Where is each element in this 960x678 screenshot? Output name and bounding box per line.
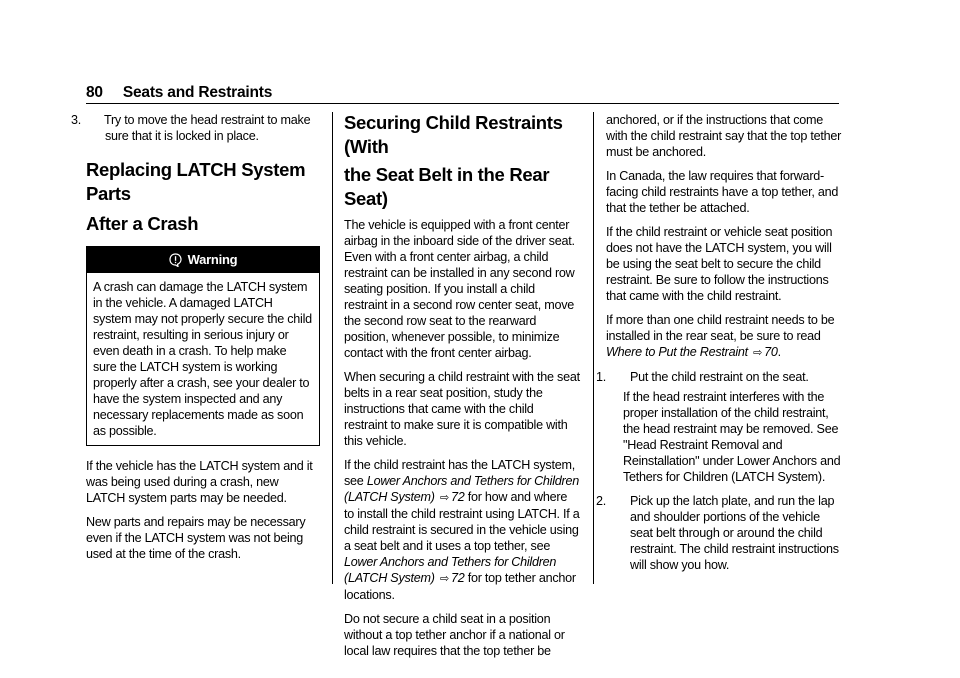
paragraph-latch-reference bbox=[344, 457, 580, 603]
step-3 bbox=[71, 112, 320, 144]
paragraph: anchored, or if the instructions that come with the child restraint say that the top tether must be anchored. bbox=[606, 113, 842, 159]
cross-reference-link[interactable]: Where to Put the Restraint bbox=[606, 345, 748, 359]
page-reference[interactable]: 70 bbox=[764, 345, 778, 359]
paragraph: In Canada, the law requires that forward-facing child restraints have a top tether, and that the tether be attached. bbox=[606, 169, 839, 215]
page-reference-icon: ⇨ bbox=[753, 347, 763, 359]
section-title: Seats and Restraints bbox=[122, 84, 273, 101]
page-reference[interactable]: 72 bbox=[450, 571, 465, 585]
column-divider bbox=[593, 112, 594, 584]
heading-line-2: the Seat Belt in the Rear Seat) bbox=[344, 164, 550, 209]
cross-reference-link[interactable]: Lower Anchors and Tethers for Children (LATCH System) bbox=[344, 555, 557, 585]
warning-box bbox=[86, 246, 320, 446]
paragraph: New parts and repairs may be necessary even if the LATCH system was not being used at the time of the crash. bbox=[86, 515, 306, 561]
heading-line-1: Securing Child Restraints (With bbox=[344, 112, 563, 157]
cross-reference-link[interactable]: Lower Anchors and Tethers for Children (LATCH System) bbox=[344, 474, 579, 504]
column-2 bbox=[344, 112, 580, 667]
step-text: Pick up the latch plate, and run the lap and shoulder portions of the vehicle seat belt through or around the child restraint. The child restraint instructions will show you how. bbox=[630, 494, 839, 572]
paragraph: If the vehicle has the LATCH system and it was being used during a crash, new LATCH system parts may be needed. bbox=[86, 459, 313, 505]
warning-header bbox=[87, 247, 319, 273]
paragraph-where-to-put bbox=[606, 312, 844, 361]
step-text: Try to move the head restraint to make sure that it is locked in place. bbox=[104, 113, 311, 143]
column-3 bbox=[596, 112, 844, 581]
page-reference-icon: ⇨ bbox=[439, 492, 449, 504]
header-rule bbox=[86, 103, 839, 104]
page-number: 80 bbox=[86, 84, 103, 101]
page-header bbox=[86, 84, 272, 102]
page-reference[interactable]: 72 bbox=[450, 490, 465, 504]
column-divider bbox=[332, 112, 333, 584]
step-number: 1. bbox=[596, 370, 607, 384]
text: for how and where to install the child restraint using LATCH. If a child restraint is secured in the vehicle using a seat belt and it uses a top tether, see bbox=[344, 490, 580, 553]
step-1-detail: If the head restraint interferes with the proper installation of the child restraint, the head restraint may be removed. See "Head Restraint Removal and Reinstallation" under Lower Anchors and Tethers for Children (LATCH System). bbox=[623, 390, 841, 484]
warning-text: A crash can damage the LATCH system in the vehicle. A damaged LATCH system may not properly secure the child restraint, resulting in serious injury or even death in a crash. To help make sure the LATCH system is working properly after a crash, see your dealer to have the system inspected and any necessary replacements made as soon as possible. bbox=[93, 280, 312, 438]
section-heading-securing-child-restraints bbox=[344, 111, 580, 211]
text: If more than one child restraint needs to be installed in the rear seat, be sure to read bbox=[606, 313, 835, 343]
paragraph: When securing a child restraint with the seat belts in a rear seat position, study the instructions that came with the child restraint to make sure it is compatible with this vehicle. bbox=[344, 370, 580, 448]
paragraph: If the child restraint or vehicle seat position does not have the LATCH system, you will be using the seat belt to secure the child restraint. Be sure to follow the instructions that came with the child restraint. bbox=[606, 225, 833, 303]
step-2 bbox=[596, 493, 844, 573]
text: . bbox=[777, 345, 781, 359]
step-number: 3. bbox=[71, 113, 82, 127]
step-text: Put the child restraint on the seat. bbox=[630, 370, 809, 384]
section-heading-replacing-latch bbox=[86, 158, 320, 236]
text: If the child restraint has the LATCH system, see bbox=[344, 458, 575, 488]
paragraph: Do not secure a child seat in a position without a top tether anchor if a national or local law requires that the top tether be bbox=[344, 612, 565, 658]
warning-title: Warning bbox=[187, 252, 238, 267]
text: for top tether anchor locations. bbox=[344, 571, 576, 602]
page-reference-icon: ⇨ bbox=[439, 573, 449, 585]
warning-icon bbox=[169, 253, 182, 267]
column-1 bbox=[71, 112, 320, 570]
step-1 bbox=[596, 369, 844, 385]
step-number: 2. bbox=[596, 494, 607, 508]
heading-line-2: After a Crash bbox=[86, 213, 199, 234]
paragraph: The vehicle is equipped with a front center airbag in the inboard side of the driver seat. Even with a front center airbag, a child restraint can be installed in any second row seating position. If you install a child restraint in a second row center seat, move the second row seat to the rearward position, whenever possible, to minimize contact with the front center airbag. bbox=[344, 218, 575, 360]
heading-line-1: Replacing LATCH System Parts bbox=[86, 159, 306, 204]
